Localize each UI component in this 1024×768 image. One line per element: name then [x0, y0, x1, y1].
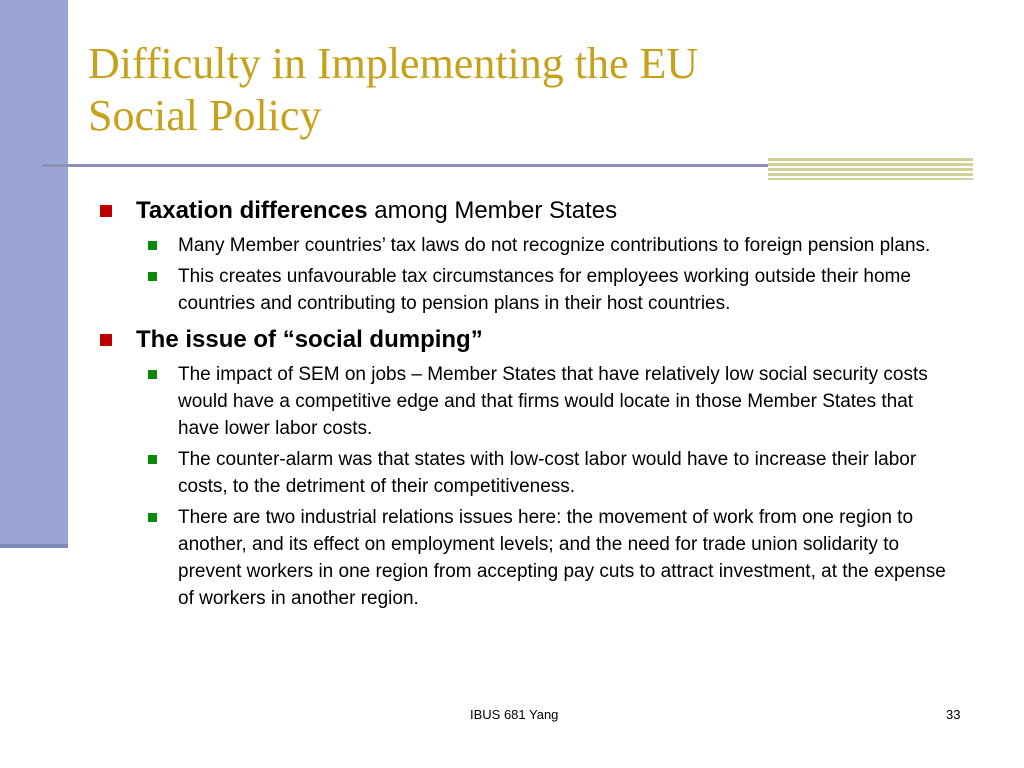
sub-bullet-2-2 — [178, 446, 958, 500]
square-bullet-icon — [148, 272, 157, 281]
square-bullet-icon — [148, 370, 157, 379]
bullet-point-2 — [98, 325, 958, 355]
slide-title-line-1: Difficulty in Implementing the EU — [88, 39, 699, 88]
sub-bullet-2-1-text: The impact of SEM on jobs – Member States that have relatively low social security costs would have a competitive edge and that firms would locate in those Member States that have lower labor costs. — [178, 364, 928, 439]
footer-course-label: IBUS 681 Yang — [470, 707, 559, 722]
left-decorative-bar — [0, 0, 68, 544]
square-bullet-icon — [148, 455, 157, 464]
bullet-point-1 — [98, 196, 958, 226]
title-accent-stripes — [768, 158, 973, 180]
square-bullet-icon — [100, 334, 112, 346]
bullet-point-1-text: among Member States — [367, 197, 618, 224]
slide-content — [98, 196, 958, 616]
bullet-point-1-bold: Taxation differences — [136, 197, 368, 224]
sub-bullet-2-2-text: The counter-alarm was that states with low-cost labor would have to increase their labor costs, to the detriment of their competitiveness. — [178, 449, 917, 497]
slide-title-line-2: Social Policy — [88, 91, 322, 140]
square-bullet-icon — [148, 241, 157, 250]
sub-bullet-2-3-text: There are two industrial relations issues here: the movement of work from one region to another, and its effect on employment levels; and the need for trade union solidarity to prevent workers in one region from accepting pay cuts to attract investment, at the expense of workers in another region. — [178, 507, 946, 609]
sub-bullet-1-2 — [178, 263, 958, 317]
sub-bullet-2-3 — [178, 504, 958, 612]
square-bullet-icon — [148, 513, 157, 522]
sub-bullet-2-1 — [178, 361, 958, 442]
square-bullet-icon — [100, 205, 112, 217]
sub-bullet-1-2-text: This creates unfavourable tax circumstances for employees working outside their home countries and contributing to pension plans in their host countries. — [178, 266, 911, 314]
left-bar-shadow — [0, 544, 68, 548]
slide-title — [88, 38, 988, 142]
sub-bullet-1-1 — [178, 232, 958, 259]
footer-page-number: 33 — [946, 707, 961, 722]
bullet-point-2-bold: The issue of “social dumping” — [136, 326, 483, 353]
sub-bullet-1-1-text: Many Member countries’ tax laws do not recognize contributions to foreign pension plans. — [178, 235, 931, 256]
